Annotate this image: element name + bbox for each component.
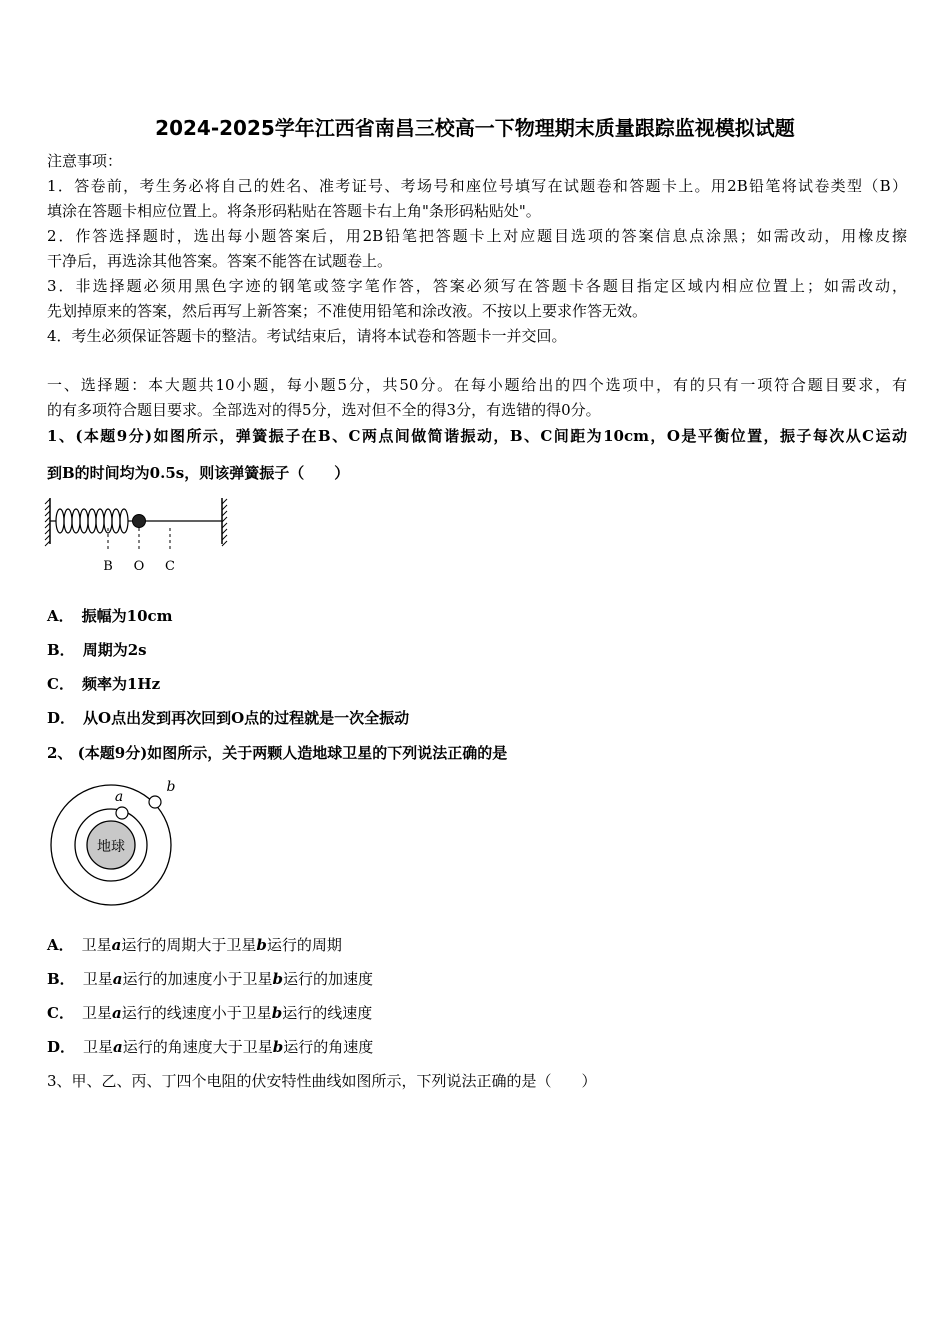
question-1-stem: 到B的时间均为0.5s，则该弹簧振子（ ）	[47, 464, 350, 482]
label-b: B	[103, 559, 113, 574]
page-title: 2024-2025学年江西省南昌三校高一下物理期末质量跟踪监视模拟试题	[155, 116, 795, 140]
oscillator-ball	[133, 515, 146, 528]
notice-line: 填涂在答题卡相应位置上。将条形码粘贴在答题卡右上角"条形码粘贴处"。	[47, 202, 541, 220]
option-text: 运行的加速度小于卫星	[122, 970, 273, 988]
q1-option-b	[47, 640, 147, 660]
q1-option-d	[47, 708, 409, 728]
satellite-a-ref: a	[113, 1038, 123, 1056]
option-text: 卫星	[81, 936, 112, 954]
notice-line: 2．作答选择题时，选出每小题答案后，用2B铅笔把答题卡上对应题目选项的答案信息点涂黑；如需改动，用橡皮擦	[47, 227, 907, 245]
satellite-b-ref: b	[271, 1004, 283, 1022]
q1-option-c	[47, 674, 160, 694]
q2-option-c	[47, 1003, 372, 1023]
q2-option-a	[47, 935, 342, 955]
satellite-b-label: b	[166, 779, 176, 795]
satellite-a-label: a	[114, 789, 124, 805]
satellite-b	[149, 796, 161, 808]
section-intro-line: 一、选择题：本大题共10小题，每小题5分，共50分。在每小题给出的四个选项中，有的只有一项符合题目要求，有	[47, 376, 907, 394]
notice-line: 3．非选择题必须用黑色字迹的钢笔或签字笔作答，答案必须写在答题卡各题目指定区域内相应位置上；如需改动，	[47, 277, 907, 295]
option-text: 卫星	[81, 1004, 112, 1022]
option-text: 卫星	[82, 970, 113, 988]
satellite-b-ref: b	[272, 970, 283, 988]
earth-label: 地球	[97, 839, 125, 855]
question-3-stem: 3、甲、乙、丙、丁四个电阻的伏安特性曲线如图所示，下列说法正确的是（ ）	[47, 1072, 597, 1090]
satellite-a-ref: a	[111, 1004, 122, 1022]
section-intro-line: 的有多项符合题目要求。全部选对的得5分，选对但不全的得3分，有选错的得0分。	[47, 401, 601, 419]
option-text: 运行的周期	[266, 936, 342, 954]
option-text: 卫星	[83, 1038, 114, 1056]
notice-line: 4．考生必须保证答题卡的整洁。考试结束后，请将本试卷和答题卡一并交回。	[47, 327, 567, 345]
option-letter: A．	[47, 936, 74, 954]
option-text: 运行的线速度小于卫星	[121, 1004, 272, 1022]
label-c: C	[165, 559, 175, 574]
satellite-a-ref: a	[112, 970, 123, 988]
satellite-b-ref: b	[272, 1038, 284, 1056]
satellite-orbit-figure	[48, 775, 198, 910]
question-1-stem: 1、(本题9分)如图所示，弹簧振子在B、C两点间做简谐振动，B、C间距为10cm，O是平衡位置，振子每次从C运动	[47, 427, 907, 445]
q2-option-b	[47, 969, 373, 989]
option-text: 周期为2s	[82, 641, 147, 659]
notice-line: 干净后，再选涂其他答案。答案不能答在试题卷上。	[47, 252, 393, 270]
spring-oscillator-figure	[44, 494, 244, 584]
option-text: 运行的角速度大于卫星	[122, 1038, 273, 1056]
option-text: 运行的加速度	[282, 970, 373, 988]
option-text: 运行的周期大于卫星	[121, 936, 257, 954]
option-text: 运行的线速度	[282, 1004, 373, 1022]
option-text: 从O点出发到再次回到O点的过程就是一次全振动	[83, 709, 410, 727]
option-letter: C．	[47, 1004, 74, 1022]
option-letter: D．	[47, 709, 76, 727]
notice-line: 先划掉原来的答案，然后再写上新答案；不准使用铅笔和涂改液。不按以上要求作答无效。	[47, 302, 648, 320]
option-text: 频率为1Hz	[81, 675, 161, 693]
option-letter: C．	[47, 675, 74, 693]
notice-line: 1．答卷前，考生务必将自己的姓名、准考证号、考场号和座位号填写在试题卷和答题卡上。用2B铅笔将试卷类型（B）	[47, 177, 907, 195]
option-letter: B．	[47, 970, 75, 988]
label-o: O	[133, 559, 145, 574]
notice-heading: 注意事项：	[47, 152, 123, 170]
option-letter: D．	[47, 1038, 76, 1056]
question-2-stem: 2、 (本题9分)如图所示，关于两颗人造地球卫星的下列说法正确的是	[47, 744, 508, 762]
satellite-a	[116, 807, 128, 819]
q1-option-a	[47, 606, 173, 626]
spring	[50, 509, 138, 533]
satellite-a-ref: a	[111, 936, 122, 954]
option-text: 振幅为10cm	[81, 607, 173, 625]
option-letter: A．	[47, 607, 74, 625]
option-letter: B．	[47, 641, 75, 659]
q2-option-d	[47, 1037, 373, 1057]
option-text: 运行的角速度	[283, 1038, 374, 1056]
satellite-b-ref: b	[256, 936, 267, 954]
